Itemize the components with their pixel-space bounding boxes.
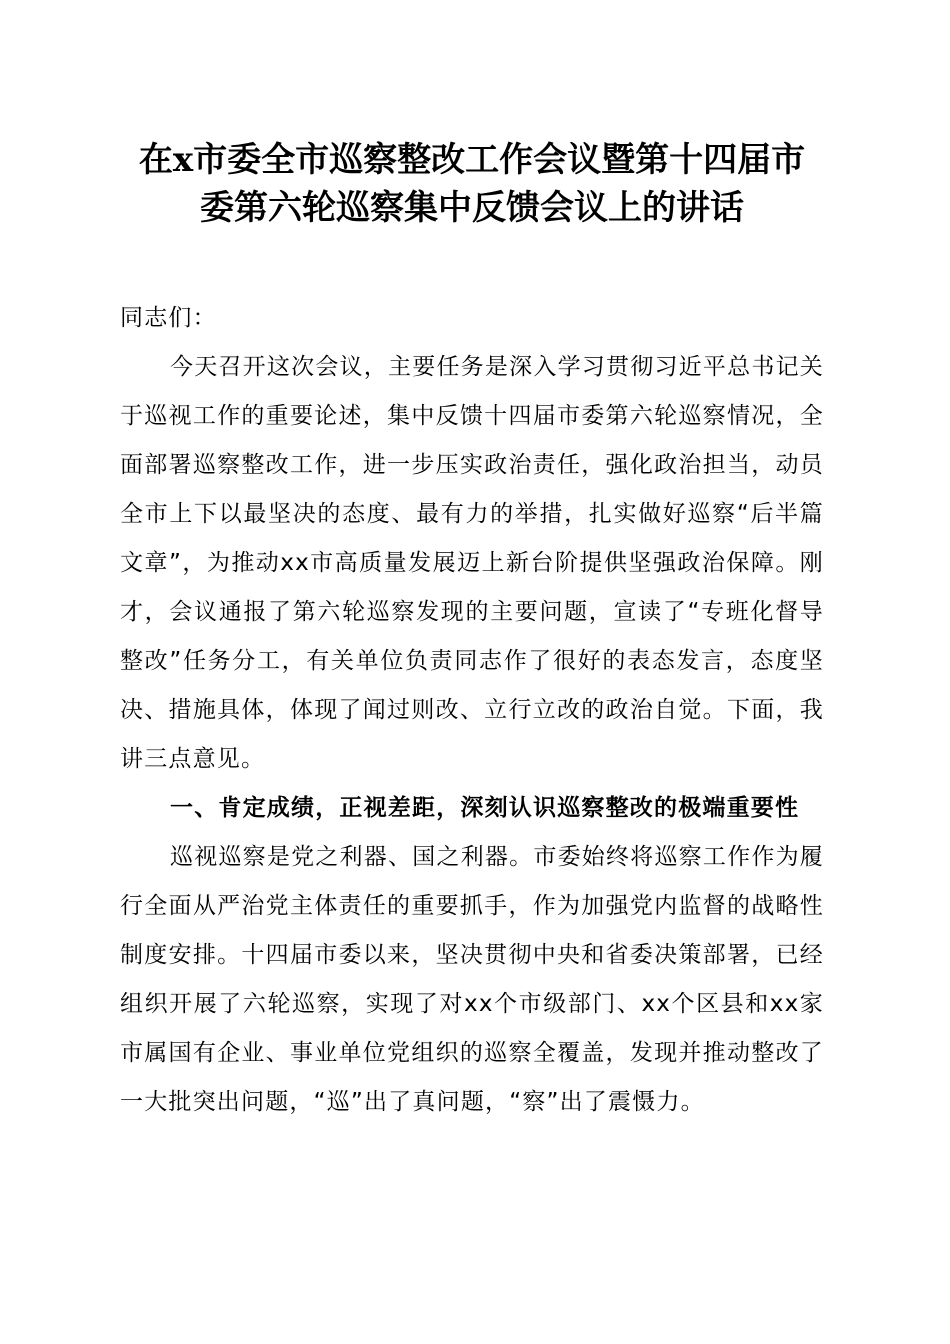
section-heading-1: 一、肯定成绩，正视差距，深刻认识巡察整改的极端重要性: [170, 795, 800, 821]
intro-paragraph: 今天召开这次会议，主要任务是深入学习贯彻习近平总书记关于巡视工作的重要论述，集中反馈十四届市委第六轮巡察情况，全面部署巡察整改工作，进一步压实政治责任，强化政治担当，动员全市上下以最坚决的态度、最有力的举措，扎实做好巡察“后半篇文章”，为推动xx市高质量发展迈上新台阶提供坚强政治保障。刚才，会议通报了第六轮巡察发现的主要问题，宣读了“专班化督导整改”任务分工，有关单位负责同志作了很好的表态发言，态度坚决、措施具体，体现了闻过则改、立行立改的政治自觉。下面，我讲三点意见。: [120, 354, 824, 772]
section-1-paragraph: 巡视巡察是党之利器、国之利器。市委始终将巡察工作作为履行全面从严治党主体责任的重要抓手，作为加强党内监督的战略性制度安排。十四届市委以来，坚决贯彻中央和省委决策部署，已经组织开展了六轮巡察，实现了对xx个市级部门、xx个区县和xx家市属国有企业、事业单位党组织的巡察全覆盖，发现并推动整改了一大批突出问题，“巡”出了真问题，“察”出了震慑力。: [120, 844, 824, 1115]
document-body: [120, 294, 824, 1127]
document-page: [120, 136, 824, 1127]
title-line-2: 委第六轮巡察集中反馈会议上的讲话: [200, 188, 744, 228]
title-line-1: 在x市委全市巡察整改工作会议暨第十四届市: [138, 140, 806, 180]
salutation: 同志们：: [120, 305, 217, 331]
document-title: [104, 136, 840, 232]
